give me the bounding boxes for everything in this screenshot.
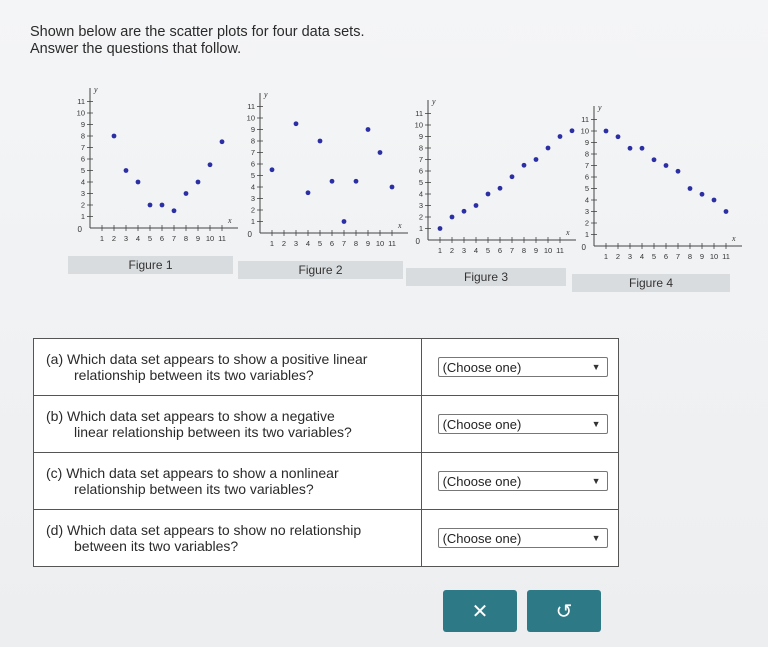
data-point: [366, 127, 371, 132]
data-point: [196, 180, 201, 185]
x-tick-label: 1: [603, 252, 609, 261]
instructions: [30, 24, 364, 58]
y-tick-label: 6: [250, 159, 255, 169]
answer-select-d[interactable]: [438, 528, 608, 548]
y-tick-label: 10: [76, 108, 85, 118]
y-tick-label: 8: [418, 143, 423, 153]
x-tick-label: 11: [556, 246, 564, 255]
x-tick-label: 8: [183, 234, 189, 243]
instructions-line-1: Shown below are the scatter plots for four data sets.: [30, 24, 365, 40]
instructions-line-2: Answer the questions that follow.: [30, 41, 242, 57]
data-point: [270, 167, 275, 172]
figure-1: [68, 85, 232, 272]
action-buttons: [443, 590, 603, 634]
y-tick-label: 4: [80, 177, 85, 187]
clear-button[interactable]: [443, 590, 517, 632]
y-tick-label: 7: [250, 148, 255, 157]
data-point: [546, 146, 551, 151]
y-tick-label: 4: [418, 189, 423, 199]
y-axis-label: y: [94, 85, 98, 94]
x-tick-label: 6: [159, 234, 165, 243]
y-tick-label: 7: [418, 155, 423, 164]
data-point: [676, 169, 681, 174]
origin-label: 0: [77, 225, 82, 234]
scatter-plot: [77, 85, 238, 243]
question-c: [34, 453, 422, 510]
data-point: [148, 203, 153, 208]
data-point: [664, 163, 669, 168]
data-point: [220, 139, 225, 144]
origin-label: 0: [415, 237, 420, 246]
answer-select-c[interactable]: [438, 471, 608, 491]
chevron-down-icon: ▼: [591, 419, 601, 429]
data-point: [652, 157, 657, 162]
data-point: [712, 198, 717, 203]
figure-4-label: Figure 4: [572, 274, 730, 292]
answer-select-b[interactable]: [438, 414, 608, 434]
x-tick-label: 1: [99, 234, 105, 243]
questions-table: [33, 338, 619, 567]
question-c-line1: Which data set appears to show a nonlinear: [66, 465, 339, 481]
x-tick-label: 7: [675, 252, 681, 261]
y-axis-label: y: [598, 103, 602, 112]
question-row-a: [34, 339, 619, 396]
data-point: [616, 134, 621, 139]
y-tick-label: 8: [80, 131, 85, 141]
question-b-line1: Which data set appears to show a negative: [67, 408, 335, 424]
x-tick-label: 10: [709, 252, 719, 261]
x-tick-label: 1: [269, 239, 275, 248]
x-tick-label: 5: [485, 246, 491, 255]
y-tick-label: 3: [584, 207, 589, 216]
x-tick-label: 3: [293, 239, 299, 248]
y-axis-label: y: [432, 97, 436, 106]
y-tick-label: 4: [250, 182, 255, 192]
question-row-c: [34, 453, 619, 510]
x-tick-label: 7: [341, 239, 347, 248]
question-b: [34, 396, 422, 453]
close-icon: ✕: [471, 600, 489, 623]
question-b-line2: linear relationship between its two variables?: [74, 424, 352, 440]
y-tick-label: 6: [584, 172, 589, 182]
answer-select-d-value: (Choose one): [442, 530, 522, 546]
data-point: [172, 208, 177, 213]
x-tick-label: 8: [353, 239, 359, 248]
x-axis-label: x: [732, 234, 736, 243]
data-point: [342, 219, 347, 224]
y-tick-label: 9: [584, 138, 589, 147]
y-tick-label: 11: [581, 115, 589, 124]
y-tick-label: 3: [418, 201, 423, 210]
data-point: [450, 215, 455, 220]
y-tick-label: 10: [580, 126, 589, 136]
x-tick-label: 3: [627, 252, 633, 261]
question-b-letter: (b): [46, 408, 64, 424]
data-point: [208, 162, 213, 167]
x-tick-label: 2: [449, 246, 455, 255]
answer-cell-b: [421, 396, 618, 453]
answer-select-a[interactable]: [438, 357, 608, 377]
y-tick-label: 6: [80, 154, 85, 164]
x-axis-label: x: [398, 221, 402, 230]
question-d-letter: (d): [46, 522, 64, 538]
x-tick-label: 4: [639, 252, 645, 261]
y-tick-label: 5: [584, 184, 589, 193]
data-point: [318, 139, 323, 144]
figure-2-label: Figure 2: [238, 261, 403, 279]
y-tick-label: 1: [80, 212, 85, 221]
y-tick-label: 2: [584, 218, 589, 228]
data-point: [724, 209, 729, 214]
x-tick-label: 11: [722, 252, 730, 261]
y-tick-label: 2: [80, 200, 85, 210]
x-tick-label: 11: [218, 234, 226, 243]
x-tick-label: 10: [375, 239, 385, 248]
question-a-line1: Which data set appears to show a positive linear: [67, 351, 368, 367]
chevron-down-icon: ▼: [591, 362, 601, 372]
figure-3: [406, 97, 570, 284]
question-row-d: [34, 510, 619, 567]
figure-3-label: Figure 3: [406, 268, 566, 286]
y-tick-label: 7: [80, 143, 85, 152]
x-tick-label: 10: [205, 234, 215, 243]
answer-select-a-value: (Choose one): [442, 359, 522, 375]
data-point: [498, 186, 503, 191]
x-tick-label: 6: [663, 252, 669, 261]
x-tick-label: 9: [195, 234, 201, 243]
y-tick-label: 11: [247, 102, 255, 111]
undo-icon: ↺: [555, 600, 573, 623]
data-point: [700, 192, 705, 197]
data-point: [184, 191, 189, 196]
figure-4: [572, 103, 736, 290]
data-point: [522, 163, 527, 168]
data-point: [330, 179, 335, 184]
question-a-line2: relationship between its two variables?: [74, 367, 314, 383]
x-tick-label: 7: [509, 246, 515, 255]
y-tick-label: 3: [250, 194, 255, 203]
data-point: [486, 192, 491, 197]
chevron-down-icon: ▼: [591, 533, 601, 543]
figure-2: [238, 90, 402, 277]
data-point: [294, 121, 299, 126]
x-tick-label: 3: [461, 246, 467, 255]
x-tick-label: 3: [123, 234, 129, 243]
data-point: [510, 174, 515, 179]
question-a: [34, 339, 422, 396]
x-tick-label: 4: [135, 234, 141, 243]
data-point: [124, 168, 129, 173]
y-tick-label: 2: [418, 212, 423, 222]
y-axis-label: y: [264, 90, 268, 99]
x-tick-label: 11: [388, 239, 396, 248]
data-point: [640, 146, 645, 151]
y-tick-label: 1: [584, 230, 589, 239]
scatter-plot: [415, 97, 576, 255]
answer-cell-a: [421, 339, 618, 396]
y-tick-label: 2: [250, 205, 255, 215]
question-a-letter: (a): [46, 351, 64, 367]
y-tick-label: 10: [414, 120, 423, 130]
answer-cell-c: [421, 453, 618, 510]
answer-select-b-value: (Choose one): [442, 416, 522, 432]
y-tick-label: 5: [418, 178, 423, 187]
x-tick-label: 1: [437, 246, 443, 255]
x-axis-label: x: [228, 216, 232, 225]
y-tick-label: 6: [418, 166, 423, 176]
answer-cell-d: [421, 510, 618, 567]
x-tick-label: 9: [699, 252, 705, 261]
y-tick-label: 1: [418, 224, 423, 233]
y-tick-label: 3: [80, 189, 85, 198]
data-point: [438, 226, 443, 231]
y-tick-label: 9: [418, 132, 423, 141]
x-tick-label: 9: [365, 239, 371, 248]
x-tick-label: 2: [281, 239, 287, 248]
data-point: [160, 203, 165, 208]
x-tick-label: 4: [305, 239, 311, 248]
answer-select-c-value: (Choose one): [442, 473, 522, 489]
data-point: [688, 186, 693, 191]
x-axis-label: x: [566, 228, 570, 237]
data-point: [390, 185, 395, 190]
y-tick-label: 8: [584, 149, 589, 159]
data-point: [306, 190, 311, 195]
x-tick-label: 4: [473, 246, 479, 255]
y-tick-label: 10: [246, 113, 255, 123]
y-tick-label: 11: [77, 97, 85, 106]
y-tick-label: 4: [584, 195, 589, 205]
data-point: [604, 129, 609, 134]
x-tick-label: 5: [317, 239, 323, 248]
data-point: [112, 134, 117, 139]
x-tick-label: 2: [615, 252, 621, 261]
question-d: [34, 510, 422, 567]
y-tick-label: 5: [80, 166, 85, 175]
x-tick-label: 6: [497, 246, 503, 255]
origin-label: 0: [581, 243, 586, 252]
y-tick-label: 7: [584, 161, 589, 170]
x-tick-label: 6: [329, 239, 335, 248]
data-point: [136, 180, 141, 185]
scatter-plot: [581, 103, 742, 261]
x-tick-label: 8: [521, 246, 527, 255]
data-point: [474, 203, 479, 208]
y-tick-label: 9: [80, 120, 85, 129]
figure-1-label: Figure 1: [68, 256, 233, 274]
y-tick-label: 11: [415, 109, 423, 118]
scatter-plot: [247, 90, 408, 248]
y-tick-label: 5: [250, 171, 255, 180]
question-c-line2: relationship between its two variables?: [74, 481, 314, 497]
undo-button[interactable]: [527, 590, 601, 632]
data-point: [378, 150, 383, 155]
data-point: [558, 134, 563, 139]
y-tick-label: 1: [250, 217, 255, 226]
x-tick-label: 8: [687, 252, 693, 261]
origin-label: 0: [247, 230, 252, 239]
x-tick-label: 5: [651, 252, 657, 261]
chevron-down-icon: ▼: [591, 476, 601, 486]
y-tick-label: 9: [250, 125, 255, 134]
x-tick-label: 2: [111, 234, 117, 243]
question-row-b: [34, 396, 619, 453]
x-tick-label: 10: [543, 246, 553, 255]
x-tick-label: 9: [533, 246, 539, 255]
x-tick-label: 7: [171, 234, 177, 243]
question-c-letter: (c): [46, 465, 63, 481]
x-tick-label: 5: [147, 234, 153, 243]
y-tick-label: 8: [250, 136, 255, 146]
question-d-line1: Which data set appears to show no relationship: [67, 522, 362, 538]
data-point: [534, 157, 539, 162]
data-point: [628, 146, 633, 151]
question-d-line2: between its two variables?: [74, 538, 239, 554]
data-point: [462, 209, 467, 214]
data-point: [354, 179, 359, 184]
